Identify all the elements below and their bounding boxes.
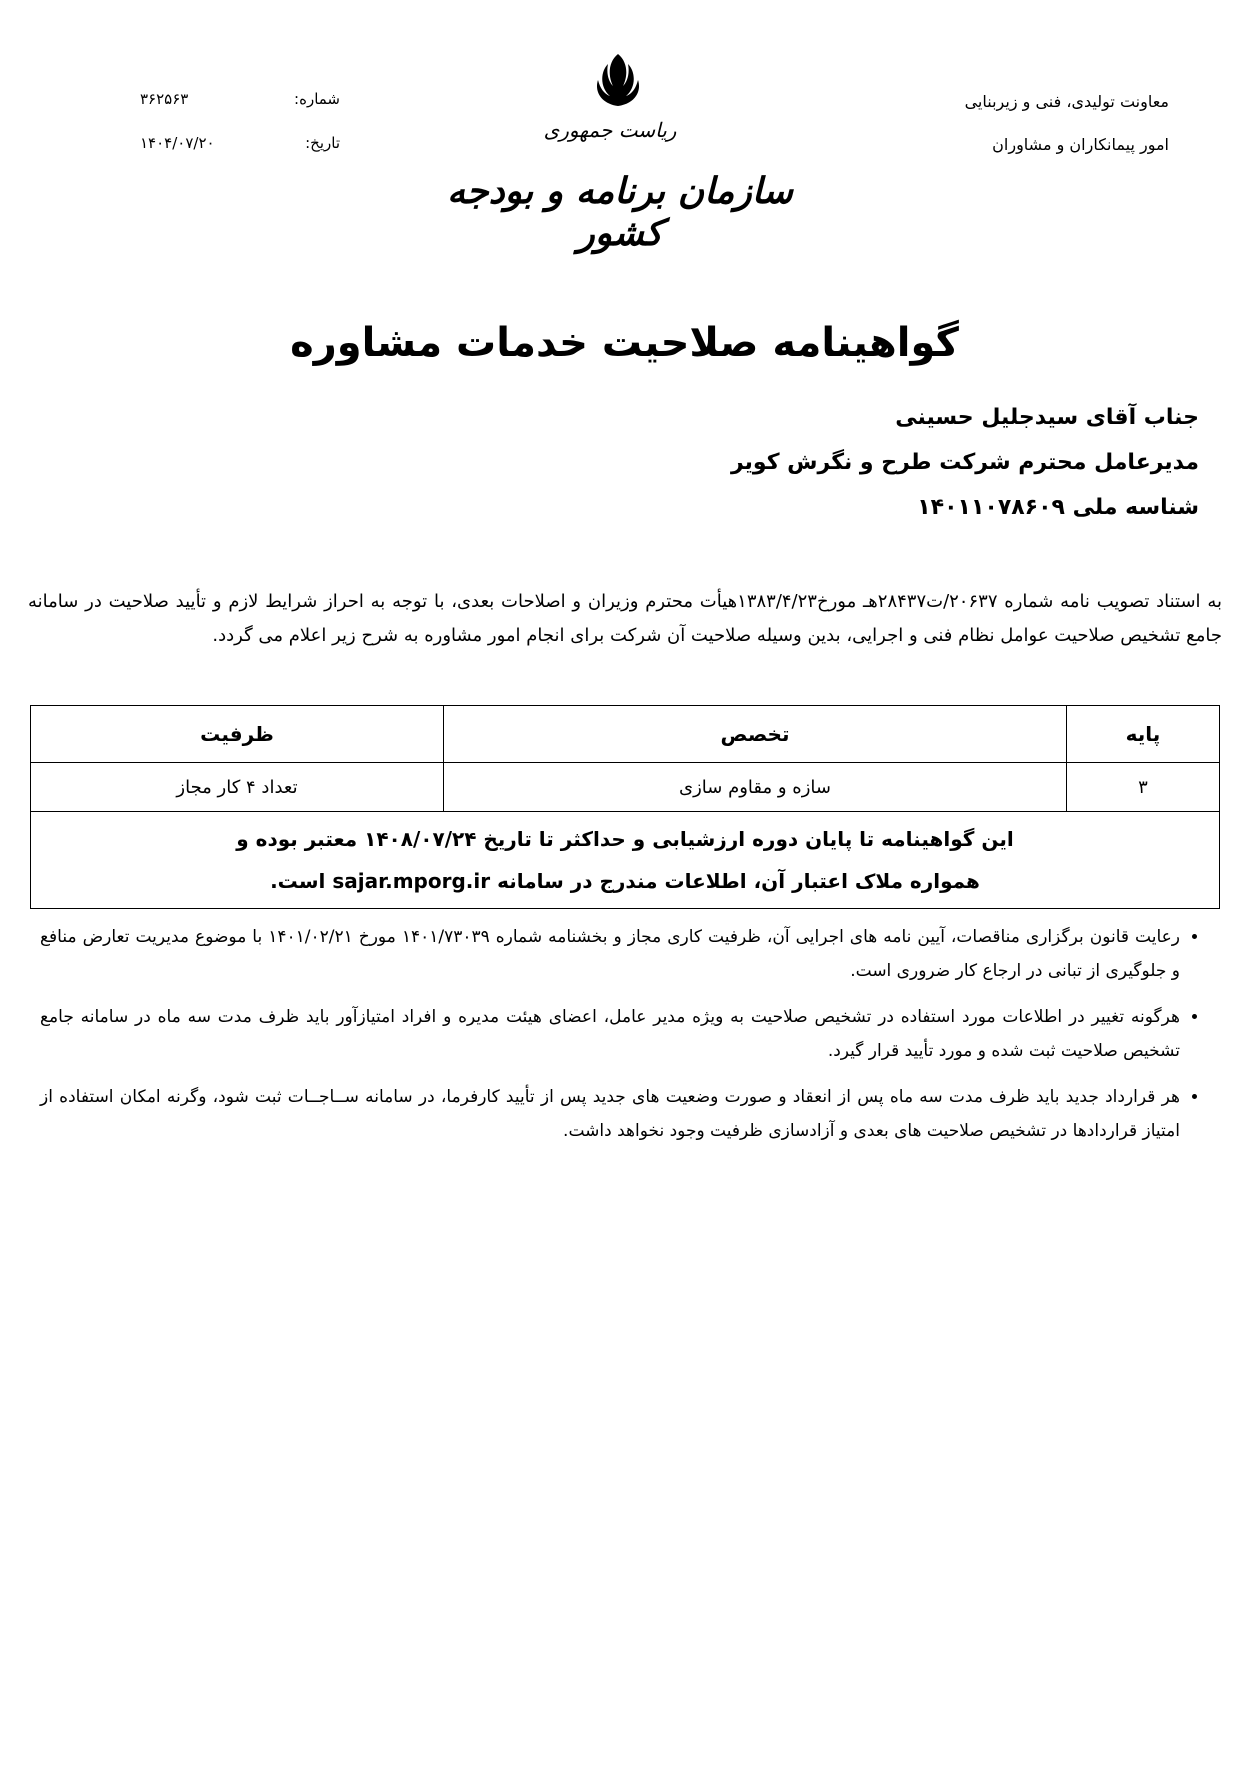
letter-date-row <box>140 134 340 152</box>
list-item: • رعایت قانون برگزاری مناقصات، آیین نامه های اجرایی آن، ظرفیت کاری مجاز و بخشنامه شماره ۱۴۰۱/۷۳۰۳۹ مورخ ۱۴۰۱/۰۲/۲۱ با موضوع مدیریت تعارض منافع و جلوگیری از تبانی در ارجاع کار ضروری است. <box>40 920 1180 988</box>
list-item: • هرگونه تغییر در اطلاعات مورد استفاده در تشخیص صلاحیت به ویژه مدیر عامل، اعضای هیئت مدیره و افراد امتیازآور باید ظرف مدت سه ماه در سامانه جامع تشخیص صلاحیت ثبت شده و مورد تأیید قرار گیرد. <box>40 1000 1180 1068</box>
cell-specialty: سازه و مقاوم سازی <box>444 763 1067 812</box>
validity-notice-line2: همواره ملاک اعتبار آن، اطلاعات مندرج در سامانه sajar.mporg.ir است. <box>270 869 980 893</box>
cell-capacity: تعداد ۴ کار مجاز <box>31 763 444 812</box>
number-value: ۳۶۲۵۶۳ <box>140 90 189 108</box>
number-label: شماره: <box>294 90 340 108</box>
qualification-table <box>30 705 1220 909</box>
header-department-block <box>889 92 1169 178</box>
addressee-name: جناب آقای سیدجلیل حسینی <box>895 405 1199 430</box>
header-specialty: تخصص <box>444 706 1067 763</box>
national-id: شناسه ملی ۱۴۰۱۱۰۷۸۶۰۹ <box>917 495 1199 520</box>
letter-number-row <box>140 90 340 108</box>
iran-emblem-icon <box>578 48 658 110</box>
intro-paragraph: به استناد تصویب نامه شماره ۲۰۶۳۷/ت۲۸۴۳۷هـ مورخ۱۳۸۳/۴/۲۳هیأت محترم وزیران و اصلاحات بعدی، با توجه به احراز شرایط لازم و تأیید صلاحیت در سامانه جامع تشخیص صلاحیت عوامل نظام فنی و اجرایی، بدین وسیله صلاحیت آن شرکت برای انجام امور مشاوره به شرح زیر اعلام می گردد. <box>28 591 1222 646</box>
table-row <box>31 763 1220 812</box>
validity-notice-line1: این گواهینامه تا پایان دوره ارزشیابی و حداکثر تا تاریخ ۱۴۰۸/۰۷/۲۴ معتبر بوده و <box>236 827 1014 851</box>
organization-name: سازمان برنامه و بودجه کشور <box>447 170 793 254</box>
notes-list <box>40 920 1210 1160</box>
validity-notice-row <box>31 812 1220 909</box>
header-reference-block <box>140 90 340 178</box>
list-item: • هر قرارداد جدید باید ظرف مدت سه ماه پس از انعقاد و صورت وضعیت های جدید پس از تأیید کارفرما، در سامانه ســاجــات ثبت شود، وگرنه امکان استفاده از امتیاز قراردادها در تشخیص صلاحیت های بعدی و آزادسازی ظرفیت وجود نخواهد داشت. <box>40 1080 1180 1148</box>
department-name: امور پیمانکاران و مشاوران <box>992 135 1169 154</box>
presidency-label: ریاست جمهوری <box>543 118 677 142</box>
table-header-row <box>31 706 1220 763</box>
header-capacity: ظرفیت <box>31 706 444 763</box>
cell-level: ۳ <box>1067 763 1220 812</box>
header-level: پایه <box>1067 706 1220 763</box>
date-value: ۱۴۰۴/۰۷/۲۰ <box>140 134 215 152</box>
validity-notice <box>31 812 1220 909</box>
page-title: گواهینامه صلاحیت خدمات مشاوره <box>290 320 959 366</box>
date-label: تاریخ: <box>305 134 340 152</box>
deputy-name: معاونت تولیدی، فنی و زیربنایی <box>964 92 1169 111</box>
addressee-position: مدیرعامل محترم شرکت طرح و نگرش کویر <box>730 450 1199 475</box>
addressee-block <box>499 405 1199 540</box>
